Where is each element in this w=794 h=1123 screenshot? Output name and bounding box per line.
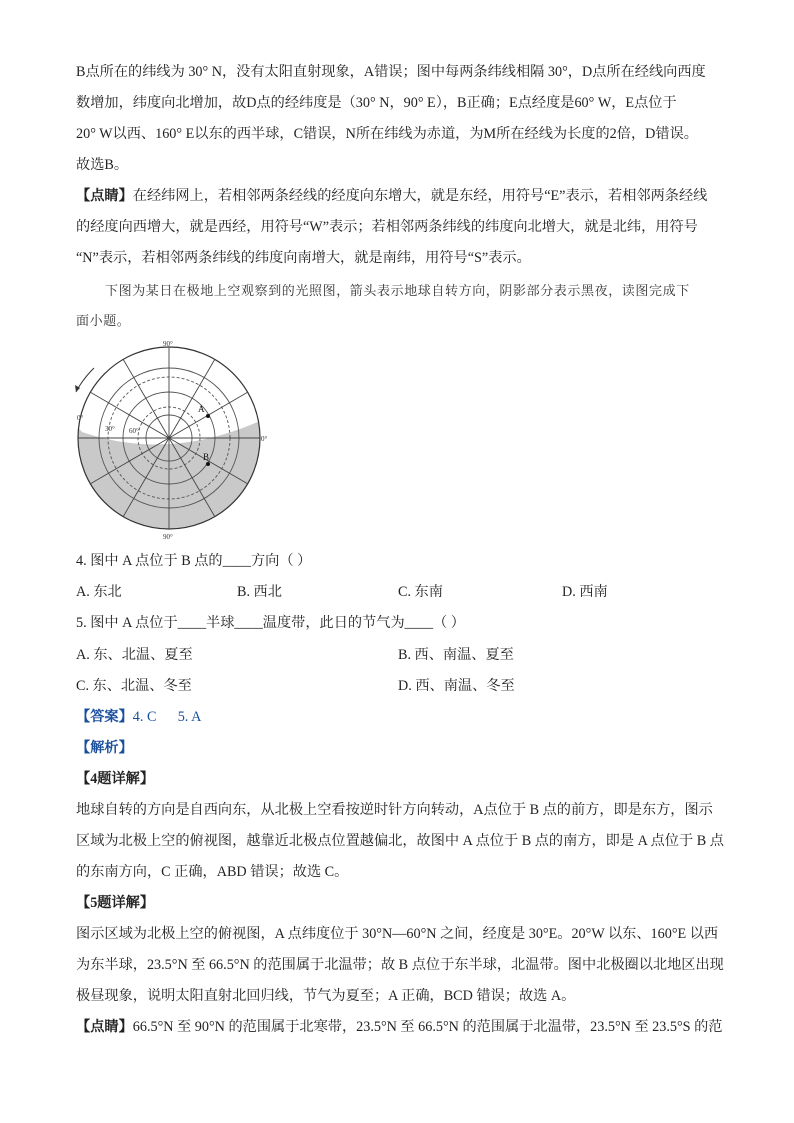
label-left: 0° (77, 414, 84, 422)
label-top: 90° (163, 340, 173, 348)
point-b-label: B (203, 452, 210, 462)
q4-detail-line: 的东南方向，C 正确，ABD 错误；故选 C。 (76, 864, 349, 880)
q5-option-c[interactable]: C. 东、北温、冬至 (76, 678, 192, 694)
q5-option-d[interactable]: D. 西、南温、冬至 (398, 678, 515, 694)
tip-line: 的经度向西增大，就是西经，用符号“W”表示；若相邻两条纬线的纬度向北增大，就是北纬，用符号 (76, 219, 698, 235)
point-b-marker (206, 462, 210, 466)
q5-detail-line: 为东半球，23.5°N 至 66.5°N 的范围属于北温带；故 B 点位于东半球，北温带。图中北极圈以北地区出现 (76, 957, 724, 973)
label-60: 60° (129, 427, 139, 435)
question-intro: 下图为某日在极地上空观察到的光照图，箭头表示地球自转方向，阴影部分表示黑夜，读图完成下 (105, 284, 690, 299)
q4-option-a[interactable]: A. 东北 (76, 584, 122, 600)
question-intro: 面小题。 (76, 314, 131, 329)
tip-paragraph (76, 1017, 723, 1037)
polar-illumination-diagram (72, 340, 272, 545)
q4-detail-line: 区域为北极上空的俯视图，越靠近北极点位置越偏北，故图中 A 点位于 B 点的南方，即是 A 点位于 B 点 (76, 833, 724, 849)
q4-detail-line: 地球自转的方向是自西向东，从北极上空看按逆时针方向转动，A点位于 B 点的前方，即是东方，图示 (76, 802, 713, 818)
tip-tag: 【点睛】 (76, 188, 133, 204)
point-a-label: A (198, 404, 205, 414)
prev-analysis-line: 20° W以西、160° E以东的西半球，C错误，N所在纬线为赤道，为M所在经线为长度的2倍，D错误。 (76, 126, 698, 142)
question-5-stem: 5. 图中 A 点位于____半球____温度带，此日的节气为____（ ） (76, 615, 465, 631)
prev-analysis-line: 故选B。 (76, 157, 129, 173)
analysis-tag: 【解析】 (76, 740, 133, 756)
label-30: 30° (105, 425, 115, 433)
label-bottom: 90° (163, 533, 173, 541)
prev-analysis-line: 数增加，纬度向北增加，故D点的经纬度是（30° N，90° E），B正确；E点经度是60° W，E点位于 (76, 95, 677, 111)
q5-detail-line: 图示区域为北极上空的俯视图，A 点纬度位于 30°N—60°N 之间，经度是 30°E。20°W 以东、160°E 以西 (76, 926, 719, 942)
question-4-stem: 4. 图中 A 点位于 B 点的____方向（ ） (76, 553, 312, 569)
q4-detail-title: 【4题详解】 (76, 771, 155, 787)
q5-option-b[interactable]: B. 西、南温、夏至 (398, 647, 514, 663)
q4-option-d[interactable]: D. 西南 (562, 584, 608, 600)
tip-text: 66.5°N 至 90°N 的范围属于北寒带，23.5°N 至 66.5°N 的范围属于北温带，23.5°N 至 23.5°S 的范 (132, 1019, 723, 1035)
q5-detail-line: 极昼现象，说明太阳直射北回归线，节气为夏至；A 正确，BCD 错误；故选 A。 (76, 988, 576, 1004)
tip-line: “N”表示，若相邻两条纬线的纬度向南增大，就是南纬，用符号“S”表示。 (76, 250, 531, 266)
q5-detail-title: 【5题详解】 (76, 895, 155, 911)
tip-tag: 【点睛】 (76, 1019, 133, 1035)
tip-paragraph (76, 186, 707, 206)
q4-option-c[interactable]: C. 东南 (398, 584, 443, 600)
prev-analysis-line: B点所在的纬线为 30° N，没有太阳直射现象，A错误；图中每两条纬线相隔 30°，D点所在经线向西度 (76, 64, 706, 80)
q4-option-b[interactable]: B. 西北 (237, 584, 282, 600)
answer-line (76, 707, 201, 727)
label-right: 0° (261, 435, 268, 443)
point-a-marker (206, 414, 210, 418)
tip-text: 在经纬网上，若相邻两条经线的经度向东增大，就是东经，用符号“E”表示，若相邻两条经线 (132, 188, 708, 204)
q5-option-a[interactable]: A. 东、北温、夏至 (76, 647, 193, 663)
answer-value: 4. C 5. A (132, 709, 202, 725)
answer-tag: 【答案】 (76, 709, 133, 725)
